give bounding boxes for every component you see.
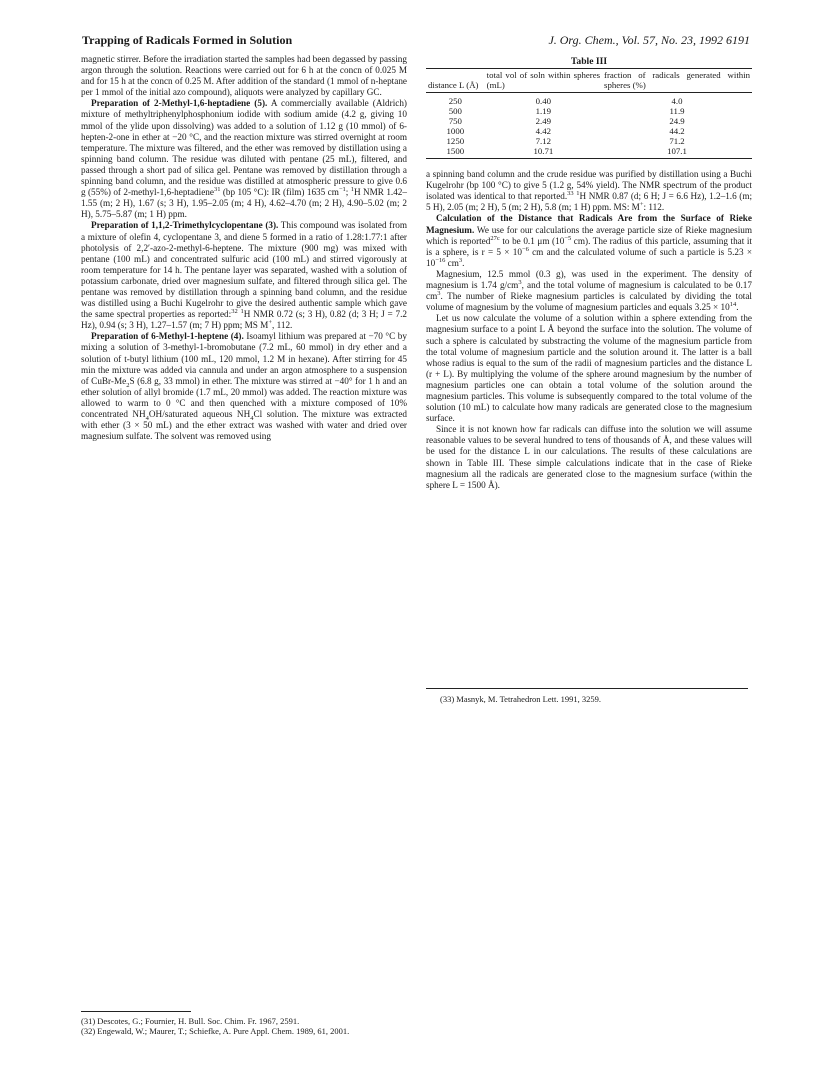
footnotes-left [81, 1016, 407, 1036]
section-distance-calculation: Calculation of the Distance that Radicals Are from the Surface of Rieke Magnesium. We use for our calculations the average particle size of Rieke magnesium which is reported$^{27c}$ to be 0.1 μm ($10^{-5}$ cm). The radius of this particle, assuming that it is a sphere, is $r = 5 \times 10^{-6}$ cm and the calculated volume of such a particle is $5.23 \times 10^{-16}$ $cm^3$. [426, 213, 753, 268]
section-heading: Preparation of 6-Methyl-1-heptene (4). [91, 331, 244, 342]
footnotes-right [440, 694, 750, 704]
column-header: distance L (Å) [426, 69, 485, 93]
footnote: (31) Descotes, G.; Fournier, H. Bull. Soc. Chim. Fr. 1967, 2591. [81, 1016, 300, 1026]
paragraph: Since it is not known how far radicals can diffuse into the solution we will assume reasonable values to be several hundred to tens of thousands of Å, and these values will be used for the distance L in our calculations. The results of these calculations are shown in Table III. These simple calculations indicate that in the case of Rieke magnesium all the radicals are generated close to the magnesium surface (within the sphere L = 1500 Å). [426, 424, 752, 490]
paragraph: Let us now calculate the volume of a solution within a sphere extending from the magnesium surface to a point L Å beyond the surface into the solution. The volume of such a sphere is calculated by substracting the volume of the magnesium particle from the total volume of magnesium particle and the solution around it. The latter is a ball whose radius is equal to the sum of the radii of magnesium particles and the distance L (r + L). By multiplying the volume of the sphere around magnesium by the number of magnesium particles one can obtain a total volume of the solution around the magnesium particles. This volume is subsequently compared to the total volume of the solution (10 mL) to calculate how many radicals are generated close to the magnesium surface. [426, 313, 752, 424]
column-header: total vol of soln within spheres (mL) [485, 69, 602, 93]
footnote: (32) Engewald, W.; Maurer, T.; Schiefke, A. Pure Appl. Chem. 1989, 61, 2001. [81, 1026, 350, 1036]
data-table [426, 68, 752, 159]
section-cyclopentane: Preparation of 1,1,2-Trimethylcyclopentane (3). This compound was isolated from a mixture of olefin 4, cyclopentane 3, and diene 5 formed in a ratio of 1.28:1.77:1 after photolysis of 2,2′-azo-2-methyl-6-heptene. The mixture (900 mg) was mixed with pentane (100 mL) and concentrated sulfuric acid (100 mL) and stirred vigorously at room temperature for 14 h. The pentane layer was separated, washed with a solution of potassium carbonate, dried over magnesium sulfate, and filtered through silica gel. The pentane was removed by distillation through a spinning band column, and the residue was distilled using a Buchi Kugelrohr to give the desired authentic sample which gave the same spectral properties as reported:$^{32}$ $^1$H NMR 0.72 (s; 3 H), 0.82 (d; 3 H; J = 7.2 Hz), 0.94 (s; 3 H), 1.27–1.57 (m; 7 H) ppm; MS M+, 112. [81, 220, 408, 331]
paragraph-continued: magnetic stirrer. Before the irradiation started the samples had been degassed by passing argon through the solution. Reactions were carried out for 6 h at the concn of 0.025 M and for 15 h at the concn of 0.25 M. After addition of the standard (1 mmol of n-heptane per 1 mmol of the initial azo compound), aliquots were analyzed by capillary GC. [81, 54, 407, 98]
section-heading: Calculation of the Distance that Radicals Are from the Surface of Rieke Magnesium. [426, 213, 752, 235]
paragraph: Magnesium, 12.5 mmol (0.3 g), was used in the experiment. The density of magnesium is 1.74 $g/cm^3$, and the total volume of magnesium is calculated to be 0.17 $cm^3$. The number of Rieke magnesium particles is calculated by dividing the total volume of magnesium by the volume of magnesium particles and equals $3.25 \times 10^{14}$. [426, 268, 752, 313]
paragraph-continued: a spinning band column and the crude residue was purified by distillation using a Buchi Kugelrohr (bp 100 °C) to give 5 (1.2 g, 54% yield). The NMR spectrum of the product isolated was identical to that reported.$^{33}$ $^1$H NMR 0.87 (d; 6 H; J = 6.6 Hz), 1.2–1.6 (m; 5 H), 2.05 (m; 2 H), 5 (m; 2 H), 5.8 (m; 1 H) ppm. MS: M+: 112. [426, 169, 753, 213]
footnote-rule [426, 688, 748, 689]
left-column [81, 54, 407, 442]
table-iii [426, 56, 752, 159]
table-row: 1250 7.12 71.2 [446, 136, 685, 147]
section-methylheptene: Preparation of 6-Methyl-1-heptene (4). Isoamyl lithium was prepared at −70 °C by mixing a solution of 3-methyl-1-bromobutane (7.2 mL, 60 mmol) in dry ether and a solution of t-butyl lithium (100 mL, 120 mmol, 1.2 M in hexane). After stirring for 45 min the mixture was added via cannula and under an argon atmosphere to a suspension of CuBr-$Me_2S$ (6.8 g, 33 mmol) in ether. The mixture was stirred at −40° for 1 h and an ether solution of allyl bromide (1.7 mL, 20 mmol) was added. The reaction mixture was allowed to warm to 0 °C and then quenched with a mixture composed of 10% concentrated $NH_4OH$/saturated aqueous $NH_4Cl$ solution. The mixture was extracted with ether (3 × 50 mL) and the ether extract was washed with water and dried over magnesium sulfate. The solvent was removed using [81, 331, 408, 442]
table-row: 1000 4.42 44.2 [446, 126, 685, 137]
ref-marker: 31 [213, 186, 221, 194]
ref-marker: 32 [231, 308, 238, 316]
section-heading: Preparation of 2-Methyl-1,6-heptadiene (5). [91, 98, 268, 109]
table-row: 750 2.49 24.9 [448, 116, 685, 127]
footnote: (33) Masnyk, M. Tetrahedron Lett. 1991, 3259. [440, 694, 601, 704]
running-head [82, 33, 750, 49]
ref-marker: 33 [567, 190, 574, 198]
running-title: Trapping of Radicals Formed in Solution [82, 33, 293, 47]
table-row: 250 0.40 4.0 [448, 96, 683, 107]
right-column [426, 54, 752, 491]
section-heptadiene: Preparation of 2-Methyl-1,6-heptadiene (5). A commercially available (Aldrich) mixture of methyltriphenylphosphonium iodide with sodium amide (4.2 g, giving 10 mmol of the ylide upon dissolving) was added to a solution of 1.12 g (10 mmol) of 6-hepten-2-one in ether at −20 °C, and the reaction mixture was stirred overnight at room temperature. The mixture was filtered, and the ether was removed by distillation using a spinning band column. The residue was diluted with pentane (25 mL), filtered, and passed through a short pad of silica gel. Pentane was removed by distillation through a spinning band column, and the residue was distilled at atmospheric pressure to give 0.6 g (55%) of 2-methyl-1,6-heptadiene$^{31}$ (bp 105 °C): IR (film) 1635 $cm^{-1}$; $^1$H NMR 1.42–1.55 (m; 2 H), 1.67 (s; 3 H), 1.95–2.05 (m; 4 H), 4.62–4.70 (m; 2 H), 4.90–5.02 (m; 2 H), 5.75–5.87 (m; 1 H) ppm. [81, 98, 407, 220]
journal-citation: J. Org. Chem., Vol. 57, No. 23, 1992 6191 [548, 33, 750, 47]
ref-marker: 27c [490, 234, 500, 242]
footnote-rule [81, 1011, 191, 1012]
table-row: 500 1.19 11.9 [448, 106, 685, 117]
table-title: Table III [570, 56, 608, 67]
table-row: 1500 10.71 107.1 [426, 146, 752, 159]
section-heading: Preparation of 1,1,2-Trimethylcyclopentane (3). [91, 220, 279, 231]
column-header: fraction of radicals generated within spheres (%) [602, 69, 752, 93]
